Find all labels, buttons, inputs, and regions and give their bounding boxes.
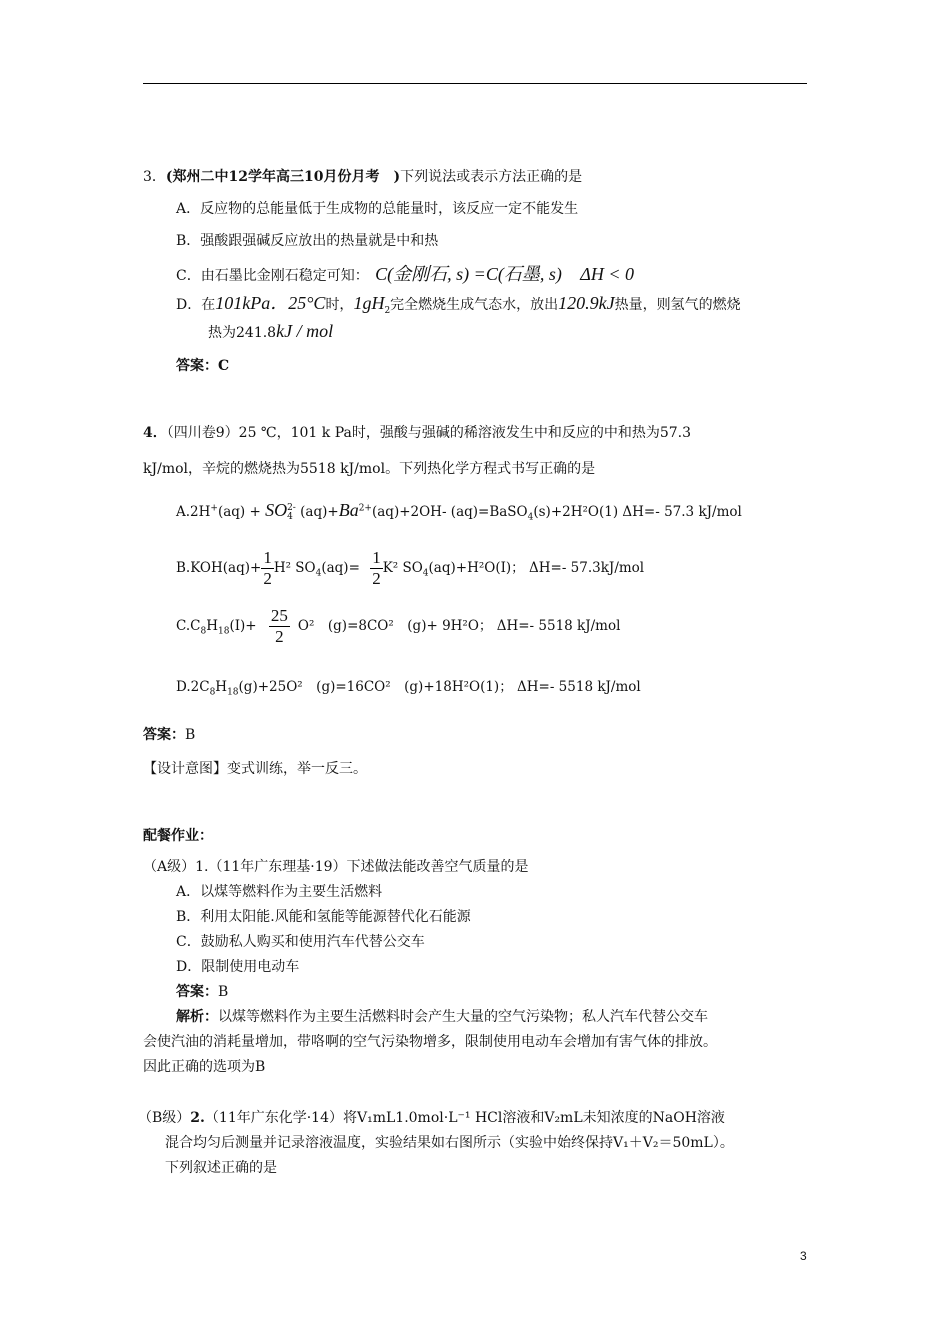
header-rule	[143, 83, 807, 84]
q4-a-barium: Ba	[338, 500, 359, 520]
q4-answer-value: B	[185, 727, 196, 743]
page-number: 3	[800, 1249, 807, 1263]
question-number: 3．	[143, 169, 166, 185]
q4-c-frac-den: 2	[275, 627, 284, 646]
q4-c-part1: C.C	[176, 618, 201, 634]
homework-q2-level: （B级）	[138, 1110, 191, 1126]
q4-b-fraction	[261, 548, 274, 589]
homework-q2-line3: 下列叙述正确的是	[165, 1160, 277, 1176]
q4-b-sub1: 4	[315, 568, 322, 579]
option-b: B．强酸跟强碱反应放出的热量就是中和热	[176, 233, 439, 249]
question-4-text1: （四川卷9）25 ℃，101 k Pa时，强酸与强碱的稀溶液发生中和反应的中和热为57.3	[166, 425, 691, 441]
q4-a-sub: 4	[527, 512, 534, 523]
q4-b-part2: H² SO	[273, 560, 316, 576]
option-c-text: C．由石墨比金刚石稳定可知：	[176, 268, 369, 284]
option-d-mass: 1gH	[353, 293, 385, 313]
question-4-line2: kJ/mol，辛烷的燃烧热为5518 kJ/mol。下列热化学方程式书写正确的是	[143, 461, 596, 477]
q4-b-part5: (aq)+H²O(I)；	[428, 560, 525, 576]
q4-option-c	[176, 606, 620, 647]
q4-d-sub1: 8	[209, 687, 216, 698]
q4-b-part1: B.KOH(aq)+	[176, 560, 262, 576]
homework-q1-explanation-line3: 因此正确的选项为B	[143, 1059, 266, 1075]
q4-design-intent: 【设计意图】变式训练，举一反三。	[143, 761, 367, 777]
q4-option-d	[176, 675, 641, 698]
option-d-mass-sub: 2	[384, 305, 391, 316]
q4-b-frac2-num: 1	[372, 548, 381, 567]
homework-q1-option-d: D．限制使用电动车	[176, 959, 300, 975]
option-d-post: 热量，则氢气的燃烧	[614, 297, 741, 313]
homework-q1-explanation-line1	[176, 1006, 708, 1026]
homework-q2-number: 2.	[190, 1110, 205, 1126]
q4-a-part3: (aq)+	[300, 504, 339, 520]
q4-c-h: H	[206, 618, 218, 634]
q4-d-part2: (g)+25O² (g)=16CO² (g)+18H²O(1)；	[238, 679, 513, 695]
option-d-line2-text: 热为241.8	[208, 325, 277, 341]
q4-b-delta-h: ΔH=- 57.3kJ/mol	[528, 560, 645, 576]
q4-a-barium-sup: 2+	[358, 503, 372, 514]
q4-d-part1: D.2C	[176, 679, 210, 695]
q4-c-frac-num: 25	[270, 606, 288, 625]
q4-c-sub2: 18	[217, 626, 230, 637]
q4-option-a	[176, 500, 742, 523]
q4-c-sub1: 8	[200, 626, 207, 637]
question-number: 4．	[143, 425, 167, 441]
homework-q2-line2: 混合均匀后测量并记录溶液温度，实验结果如右图所示（实验中始终保持V₁＋V₂＝50mL）。	[165, 1135, 734, 1151]
homework-title: 配餐作业：	[143, 828, 213, 844]
q4-a-sup: +	[210, 503, 218, 514]
q4-d-delta-h: ΔH=- 5518 kJ/mol	[517, 679, 641, 695]
homework-q1-explanation-text1: 以煤等燃料作为主要生活燃料时会产生大量的空气污染物；私人汽车代替公交车	[218, 1009, 708, 1025]
q3-answer: 答案：C	[176, 358, 230, 374]
q4-a-sulfate: SO	[265, 500, 288, 520]
option-d-line2	[208, 321, 333, 342]
q4-a-part2: (aq) +	[217, 504, 261, 520]
q4-option-b	[176, 548, 644, 589]
q4-b-part4: K² SO	[382, 560, 423, 576]
q4-a-part1: A.2H	[176, 504, 211, 520]
option-c-formula: C(金刚石, s) =C(石墨, s)	[375, 264, 562, 284]
option-c-delta-h: ΔH < 0	[580, 264, 634, 284]
q4-a-part4: (aq)+2OH- (aq)=BaSO	[371, 504, 528, 520]
q4-b-frac-num: 1	[263, 548, 272, 567]
homework-q2-text1: （11年广东化学·14）将V₁mL1.0mol·L⁻¹ HCl溶液和V₂mL未知浓度的NaOH溶液	[204, 1110, 725, 1126]
homework-q1-option-b: B．利用太阳能.风能和氢能等能源替代化石能源	[176, 909, 471, 925]
homework-q1-head: （A级）1.（11年广东理基·19）下述做法能改善空气质量的是	[143, 859, 529, 875]
q4-a-sulfate-sub: 4	[287, 511, 293, 522]
homework-q1-answer-value: B	[218, 984, 229, 1000]
question-stem: 下列说法或表示方法正确的是	[400, 169, 583, 185]
option-d-mid: 时，	[325, 297, 354, 313]
option-d-pressure: 101kPa	[215, 293, 271, 313]
option-d	[176, 289, 741, 316]
option-d-line2-unit: kJ / mol	[276, 321, 334, 341]
q4-answer-label: 答案：	[143, 727, 185, 743]
q4-b-frac-den: 2	[263, 569, 272, 588]
homework-q2-line1	[138, 1107, 725, 1127]
homework-q1-option-a: A．以煤等燃料作为主要生活燃料	[176, 884, 383, 900]
homework-q1-option-c: C．鼓励私人购买和使用汽车代替公交车	[176, 934, 425, 950]
q4-a-part5: (s)+2H²O(1)	[533, 504, 619, 520]
option-d-mid3: 完全燃烧生成气态水，放出	[390, 297, 559, 313]
q4-c-part2: (I)+	[229, 618, 257, 634]
option-d-temp: ．25°C	[270, 293, 326, 313]
homework-q1-answer	[176, 981, 228, 1001]
q4-d-sub2: 18	[227, 687, 239, 698]
question-3-header	[143, 166, 582, 186]
homework-q1-answer-label: 答案：	[176, 984, 218, 1000]
question-source: (郑州二中12学年高三10月份月考 )	[165, 169, 401, 185]
question-4-line1	[143, 422, 691, 442]
q4-a-sulfate-sup: 2-	[287, 502, 296, 513]
q4-c-part3: O² (g)=8CO² (g)+ 9H²O；	[297, 618, 493, 634]
homework-q1-explanation-line2: 会使汽油的消耗量增加，带咯啊的空气污染物增多，限制使用电动车会增加有害气体的排放。	[143, 1034, 717, 1050]
q4-d-h: H	[215, 679, 228, 695]
homework-q1-explanation-label: 解析：	[176, 1009, 218, 1025]
option-d-pre: D．在	[176, 297, 216, 313]
option-a: A．反应物的总能量低于生成物的总能量时，该反应一定不能发生	[176, 201, 579, 217]
option-c	[176, 260, 634, 286]
q4-b-sub2: 4	[422, 568, 429, 579]
q4-c-delta-h: ΔH=- 5518 kJ/mol	[496, 618, 621, 634]
q4-b-fraction2	[370, 548, 383, 589]
q4-b-frac2-den: 2	[372, 569, 381, 588]
q4-a-delta-h: ΔH=- 57.3 kJ/mol	[622, 504, 742, 520]
q4-answer	[143, 724, 195, 744]
option-d-heat: 120.9kJ	[558, 293, 615, 313]
q4-a-sulfate-scripts	[287, 504, 296, 522]
q4-b-part3: (aq)=	[321, 560, 360, 576]
q4-c-fraction	[269, 606, 290, 647]
